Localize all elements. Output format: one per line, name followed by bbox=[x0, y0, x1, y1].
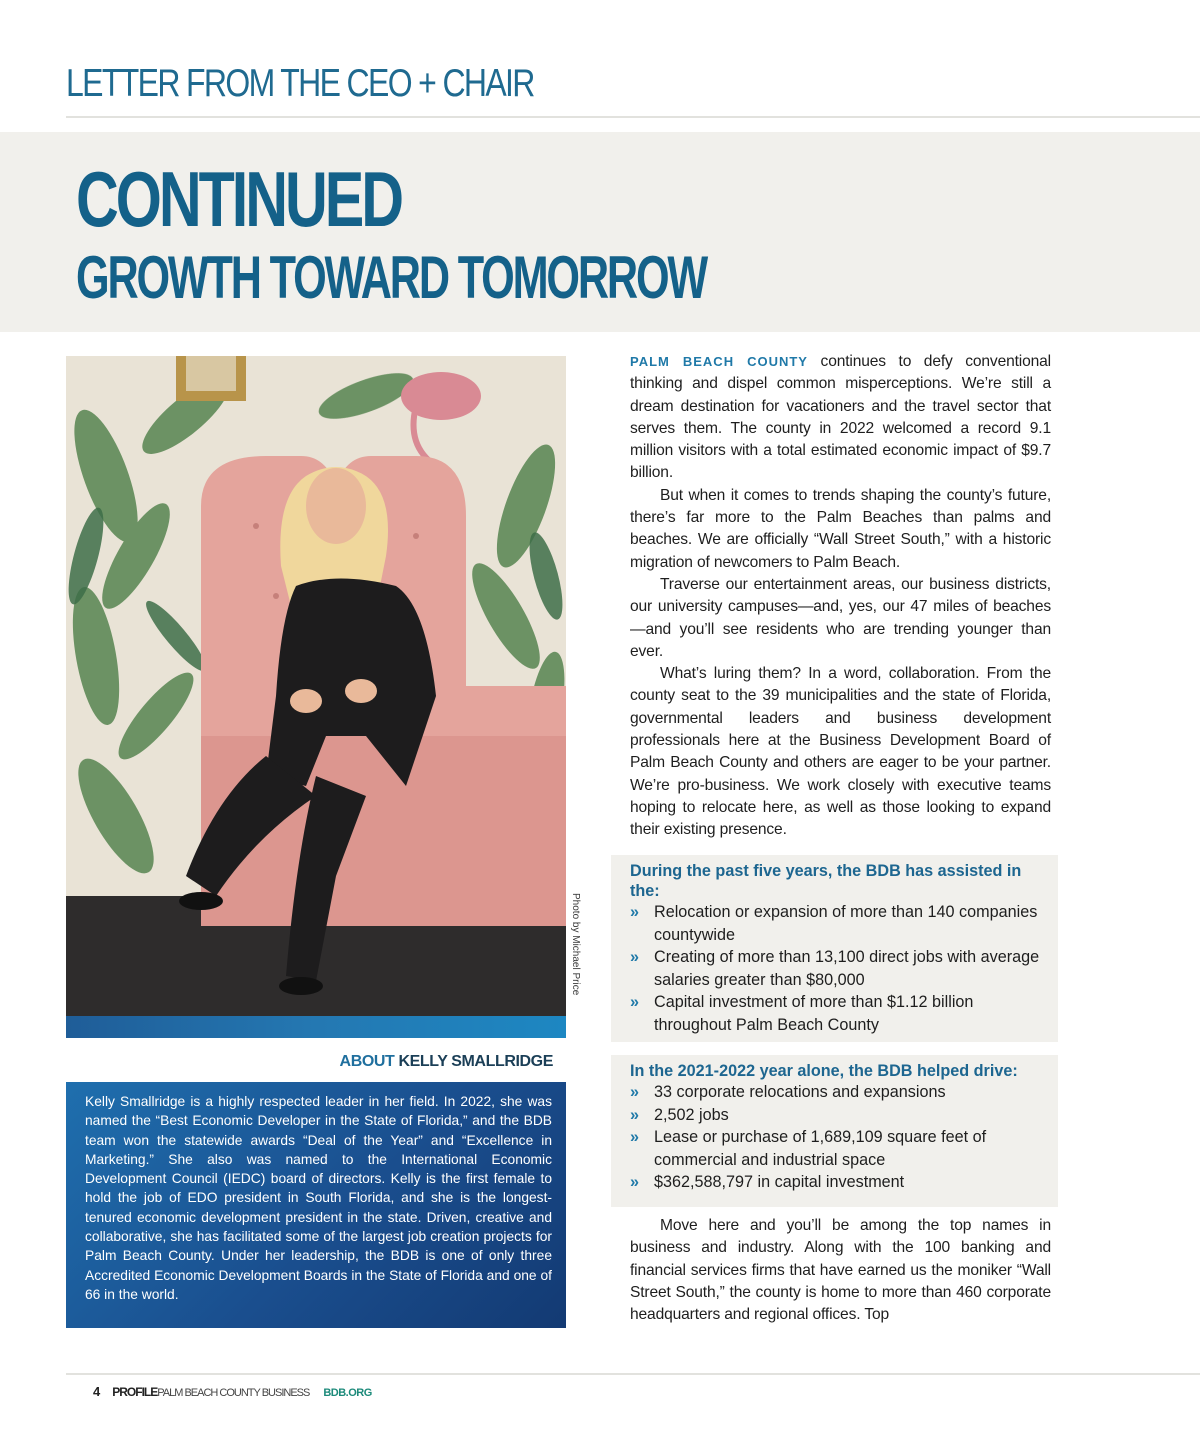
article-body-bottom bbox=[630, 1215, 1051, 1326]
section-label: LETTER FROM THE CEO + CHAIR bbox=[66, 62, 534, 105]
stats-year-list bbox=[630, 1081, 1042, 1194]
paragraph-5: Move here and you’ll be among the top names in business and industry. Along with the 100 banking and financial services firms that have earned us the moniker “Wall Street South,” the county is home to more than 460 corporate headquarters and regional offices. Top bbox=[630, 1217, 1051, 1324]
about-label: ABOUT bbox=[339, 1053, 395, 1070]
list-item: » $362,588,797 in capital investment bbox=[630, 1171, 1042, 1194]
paragraph-1 bbox=[630, 351, 1051, 485]
stats-year bbox=[611, 1055, 1058, 1207]
list-item: » Relocation or expansion of more than 140 companies countywide bbox=[630, 903, 1038, 944]
website-link[interactable]: BDB.ORG bbox=[323, 1387, 372, 1399]
stats-five-years bbox=[611, 855, 1058, 1042]
stats-year-heading: In the 2021-2022 year alone, the BDB helped drive: bbox=[630, 1062, 1018, 1080]
article-body-top bbox=[630, 351, 1051, 842]
list-item: » Lease or purchase of 1,689,109 square feet of commercial and industrial space bbox=[630, 1128, 987, 1169]
lead-in: PALM BEACH COUNTY bbox=[630, 354, 808, 369]
magazine-name: PROFILE bbox=[112, 1385, 158, 1399]
bio-text: Kelly Smallridge is a highly respected leader in her field. In 2022, she was named the “Best Economic Developer in the State of Florida,” and the BDB team won the statewide awards “Deal of the Year” and “Excellence in Marketing.” She also was named to the International Economic Development Council (IEDC) board of directors. Kelly is the first female to hold the job of EDO president in South Florida, and she is the longest-tenured economic development president in the state. Driven, creative and collaborative, she has facilitated some of the largest job creation projects for Palm Beach County. Under her leadership, the BDB is one of only three Accredited Economic Development Boards in the State of Florida and one of 66 in the world. bbox=[85, 1094, 552, 1302]
chevron-bullet-icon: » bbox=[630, 903, 640, 921]
photo-accent-band bbox=[66, 1016, 566, 1038]
chevron-bullet-icon: » bbox=[630, 993, 640, 1011]
about-heading bbox=[66, 1053, 553, 1071]
paragraph-1-text: continues to defy conventional thinking and dispel common misperceptions. We’re still a dream destination for vacationers and the travel sector that serves them. The county in 2022 welcomed a record 9.1 million visitors with a total estimated economic impact of $9.7 billion. bbox=[630, 353, 1052, 482]
stats-five-years-list bbox=[630, 901, 1042, 1036]
stats-five-years-heading: During the past five years, the BDB has assisted in the: bbox=[630, 862, 1022, 900]
chevron-bullet-icon: » bbox=[630, 1105, 640, 1124]
top-divider bbox=[66, 116, 1200, 118]
chevron-bullet-icon: » bbox=[630, 1128, 640, 1146]
footer bbox=[93, 1384, 372, 1399]
list-item: » Capital investment of more than $1.12 billion throughout Palm Beach County bbox=[630, 993, 974, 1034]
paragraph-2: But when it comes to trends shaping the county’s future, there’s far more to the Palm Beaches than palms and beaches. We are officially “Wall Street South,” with a historic migration of newcomers to Palm Beach. bbox=[630, 486, 1051, 571]
list-item: » 33 corporate relocations and expansions bbox=[630, 1081, 1042, 1104]
chevron-bullet-icon: » bbox=[630, 1083, 640, 1101]
publication-name: PALM BEACH COUNTY BUSINESS bbox=[157, 1387, 310, 1399]
page-title: CONTINUED bbox=[76, 155, 402, 243]
page-subtitle: GROWTH TOWARD TOMORROW bbox=[76, 244, 707, 311]
chevron-bullet-icon: » bbox=[630, 948, 640, 966]
photo-credit: Photo by Michael Price bbox=[570, 893, 581, 996]
paragraph-3: Traverse our entertainment areas, our business districts, our university campuses—and, yes, our 47 miles of beaches—and you’ll see residents who are trending younger than ever. bbox=[630, 575, 1051, 660]
list-item: » Creating of more than 13,100 direct jobs with average salaries greater than $80,000 bbox=[630, 948, 1040, 989]
portrait-photo bbox=[66, 356, 566, 1016]
chevron-bullet-icon: » bbox=[630, 1173, 640, 1191]
page-number: 4 bbox=[93, 1384, 101, 1399]
paragraph-4: What’s luring them? In a word, collaboration. From the county seat to the 39 municipalities and the state of Florida, governmental leaders and business development professionals here at the Business Development Board of Palm Beach County and others are eager to be your partner. We’re pro-business. We work closely with executive teams hoping to relocate here, as well as those looking to expand their existing presence. bbox=[630, 665, 1051, 839]
bio-box bbox=[66, 1082, 566, 1328]
footer-divider bbox=[66, 1373, 1200, 1375]
about-name: KELLY SMALLRIDGE bbox=[398, 1053, 553, 1070]
list-item: » 2,502 jobs bbox=[630, 1104, 1042, 1127]
